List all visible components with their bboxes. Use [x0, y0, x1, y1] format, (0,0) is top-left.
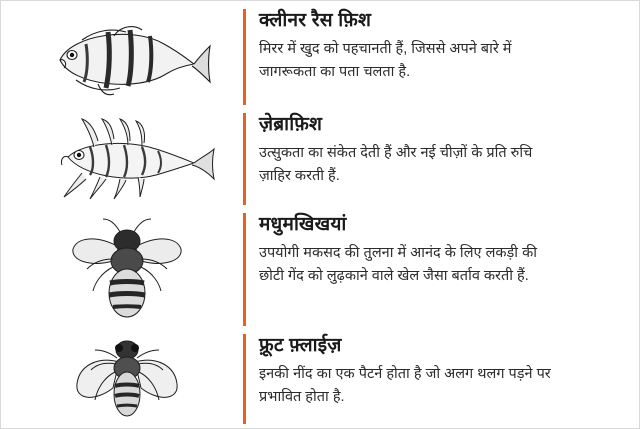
- animal-facts-list: [1, 1, 639, 428]
- entry-text: [246, 111, 631, 188]
- list-item: [1, 330, 639, 428]
- list-item: [1, 209, 639, 331]
- entry-text: [246, 7, 631, 84]
- honeybee-illustration: [11, 211, 243, 329]
- entry-title: ज़ेब्राफ़िश: [259, 113, 323, 135]
- entry-text: [246, 332, 631, 409]
- list-item: [1, 5, 639, 109]
- entry-title: फ़्रूट फ़्लाईज़: [259, 335, 342, 357]
- list-item: [1, 109, 639, 209]
- entry-description: उपयोगी मकसद की तुलना में आनंद के लिए लकड़ी की छोटी गेंद को लुढ़काने वाले खेल जैसा बर्ताव करती हैं.: [259, 244, 537, 284]
- entry-description: उत्सुकता का संकेत देती हैं और नई चीज़ों के प्रति रुचि ज़ाहिर करती हैं.: [259, 144, 533, 184]
- entry-title: मधुमखिखयां: [259, 213, 347, 235]
- entry-title: क्लीनर रैस फ़िश: [259, 10, 372, 31]
- entry-text: [246, 211, 631, 288]
- entry-description: मिरर में खुद को पहचानती हैं, जिससे अपने बारे में जागरूकता का पता चलता है.: [259, 41, 512, 80]
- zebrafish-illustration: [11, 111, 243, 207]
- entry-description: इनकी नींद का एक पैटर्न होता है जो अलग थलग पड़ने पर प्रभावित होता है.: [259, 366, 551, 406]
- cleaner-wrasse-fish-illustration: [11, 7, 243, 107]
- fruit-fly-illustration: [11, 332, 243, 426]
